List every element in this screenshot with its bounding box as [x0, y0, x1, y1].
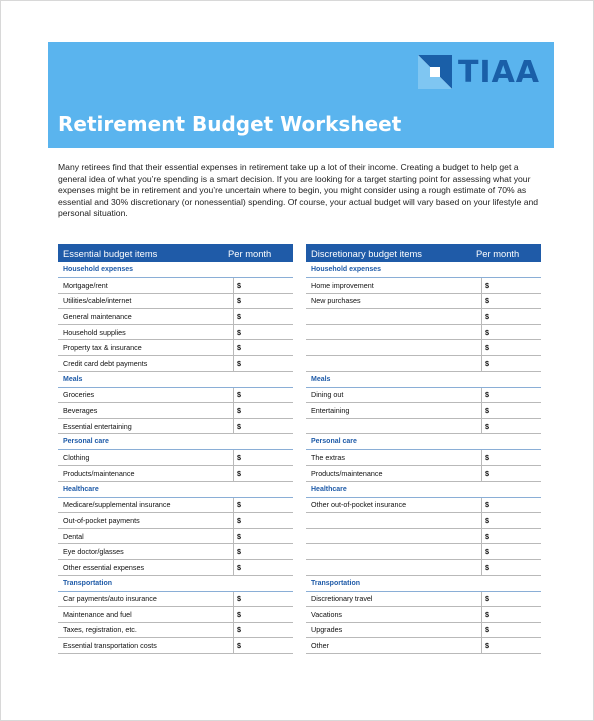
item-label: Upgrades: [306, 623, 482, 638]
amount-field[interactable]: $: [485, 547, 489, 557]
amount-field[interactable]: $: [485, 296, 489, 306]
item-label: [306, 560, 482, 575]
header-band: [48, 42, 554, 148]
table-row: [58, 544, 293, 560]
table-row: [306, 638, 541, 654]
table-row: [306, 498, 541, 514]
table-row: [306, 560, 541, 576]
table-row: [306, 419, 541, 435]
discretionary-budget-table: [306, 244, 541, 654]
item-label: Clothing: [58, 450, 234, 465]
item-label: [306, 309, 482, 324]
table-row: [306, 607, 541, 623]
table-row: [306, 513, 541, 529]
column-header-per-month: Per month: [228, 247, 272, 259]
item-label: [306, 544, 482, 559]
amount-field[interactable]: $: [237, 531, 241, 541]
table-body: [58, 262, 293, 654]
column-header-items: Discretionary budget items: [311, 247, 422, 259]
section-heading: Household expenses: [306, 262, 541, 278]
item-label: [306, 419, 482, 434]
item-label: Products/maintenance: [58, 466, 234, 481]
amount-field[interactable]: $: [485, 358, 489, 368]
amount-field[interactable]: $: [485, 390, 489, 400]
table-row: [58, 466, 293, 482]
table-row: [58, 498, 293, 514]
amount-field[interactable]: $: [237, 296, 241, 306]
amount-field[interactable]: $: [237, 280, 241, 290]
section-heading: Healthcare: [306, 482, 541, 498]
table-row: [306, 529, 541, 545]
amount-field[interactable]: $: [237, 547, 241, 557]
item-label: Eye doctor/glasses: [58, 544, 234, 559]
amount-field[interactable]: $: [237, 594, 241, 604]
section-heading: Personal care: [306, 434, 541, 450]
item-label: [306, 340, 482, 355]
item-label: Beverages: [58, 403, 234, 418]
table-row: [306, 450, 541, 466]
table-row: [58, 388, 293, 404]
amount-field[interactable]: $: [485, 311, 489, 321]
table-row: [306, 278, 541, 294]
column-header-per-month: Per month: [476, 247, 520, 259]
table-row: [306, 466, 541, 482]
item-label: [306, 513, 482, 528]
item-label: Essential transportation costs: [58, 638, 234, 653]
item-label: Credit card debt payments: [58, 356, 234, 371]
amount-field[interactable]: $: [237, 453, 241, 463]
table-row: [58, 294, 293, 310]
table-row: [58, 419, 293, 435]
item-label: Discretionary travel: [306, 592, 482, 607]
amount-field[interactable]: $: [485, 562, 489, 572]
amount-field[interactable]: $: [485, 421, 489, 431]
amount-field[interactable]: $: [485, 625, 489, 635]
table-row: [306, 592, 541, 608]
table-row: [58, 623, 293, 639]
table-body: [306, 262, 541, 654]
table-row: [306, 325, 541, 341]
amount-field[interactable]: $: [237, 625, 241, 635]
amount-field[interactable]: $: [237, 327, 241, 337]
column-header-items: Essential budget items: [63, 247, 158, 259]
table-row: [306, 294, 541, 310]
item-label: New purchases: [306, 294, 482, 309]
amount-field[interactable]: $: [485, 405, 489, 415]
table-row: [58, 607, 293, 623]
table-row: [58, 340, 293, 356]
amount-field[interactable]: $: [485, 343, 489, 353]
section-heading: Household expenses: [58, 262, 293, 278]
item-label: Mortgage/rent: [58, 278, 234, 293]
section-heading: Transportation: [58, 576, 293, 592]
table-row: [58, 278, 293, 294]
tiaa-logo-icon: [416, 53, 454, 91]
table-row: [58, 450, 293, 466]
item-label: Other out-of-pocket insurance: [306, 498, 482, 513]
item-label: Other essential expenses: [58, 560, 234, 575]
item-label: Home improvement: [306, 278, 482, 293]
amount-field[interactable]: $: [485, 468, 489, 478]
item-label: Dining out: [306, 388, 482, 403]
section-heading: Transportation: [306, 576, 541, 592]
item-label: [306, 356, 482, 371]
table-row: [58, 638, 293, 654]
item-label: Entertaining: [306, 403, 482, 418]
amount-field[interactable]: $: [485, 641, 489, 651]
item-label: Other: [306, 638, 482, 653]
item-label: Essential entertaining: [58, 419, 234, 434]
amount-field[interactable]: $: [485, 515, 489, 525]
amount-field[interactable]: $: [485, 594, 489, 604]
item-label: Medicare/supplemental insurance: [58, 498, 234, 513]
table-row: [306, 309, 541, 325]
table-row: [306, 544, 541, 560]
item-label: [306, 529, 482, 544]
item-label: The extras: [306, 450, 482, 465]
amount-field[interactable]: $: [237, 343, 241, 353]
table-row: [306, 388, 541, 404]
table-row: [58, 356, 293, 372]
table-row: [306, 340, 541, 356]
amount-field[interactable]: $: [485, 531, 489, 541]
amount-field[interactable]: $: [485, 500, 489, 510]
amount-field[interactable]: $: [237, 311, 241, 321]
item-label: Groceries: [58, 388, 234, 403]
item-label: Out-of-pocket payments: [58, 513, 234, 528]
amount-field[interactable]: $: [237, 515, 241, 525]
item-label: Car payments/auto insurance: [58, 592, 234, 607]
amount-field[interactable]: $: [237, 641, 241, 651]
amount-field[interactable]: $: [485, 453, 489, 463]
tiaa-logo: [416, 52, 540, 92]
amount-field[interactable]: $: [237, 500, 241, 510]
section-heading: Meals: [306, 372, 541, 388]
item-label: Household supplies: [58, 325, 234, 340]
amount-field[interactable]: $: [237, 562, 241, 572]
item-label: Property tax & insurance: [58, 340, 234, 355]
amount-field[interactable]: $: [237, 609, 241, 619]
table-row: [58, 309, 293, 325]
table-row: [58, 592, 293, 608]
section-heading: Healthcare: [58, 482, 293, 498]
amount-field[interactable]: $: [485, 280, 489, 290]
amount-field[interactable]: $: [237, 468, 241, 478]
amount-field[interactable]: $: [485, 327, 489, 337]
item-label: Maintenance and fuel: [58, 607, 234, 622]
table-row: [306, 623, 541, 639]
table-row: [58, 325, 293, 341]
item-label: General maintenance: [58, 309, 234, 324]
logo-text: TIAA: [457, 54, 540, 90]
table-header: [306, 244, 541, 262]
section-heading: Personal care: [58, 434, 293, 450]
amount-field[interactable]: $: [485, 609, 489, 619]
item-label: Dental: [58, 529, 234, 544]
intro-paragraph: Many retirees find that their essential expenses in retirement take up a lot of their income. Creating a budget to help get a general idea of what you’re spending is a smart decision. If you are looking for a target starting point for assessing what your expenses might be in retirement and you’re uncertain where to begin, you might consider using a rough estimate of 70% as essential and 30% discretionary (or nonessential) spending. Of course, your actual budget will vary based on your lifestyle and personal situation.: [58, 162, 539, 219]
amount-field[interactable]: $: [237, 390, 241, 400]
item-label: Products/maintenance: [306, 466, 482, 481]
table-row: [58, 403, 293, 419]
table-row: [58, 560, 293, 576]
item-label: Taxes, registration, etc.: [58, 623, 234, 638]
amount-field[interactable]: $: [237, 421, 241, 431]
essential-budget-table: [58, 244, 293, 654]
page-title: Retirement Budget Worksheet: [58, 112, 402, 136]
table-row: [58, 513, 293, 529]
table-header: [58, 244, 293, 262]
item-label: Vacations: [306, 607, 482, 622]
table-row: [306, 403, 541, 419]
table-row: [306, 356, 541, 372]
table-row: [58, 529, 293, 545]
item-label: Utilities/cable/internet: [58, 294, 234, 309]
section-heading: Meals: [58, 372, 293, 388]
amount-field[interactable]: $: [237, 405, 241, 415]
amount-field[interactable]: $: [237, 358, 241, 368]
item-label: [306, 325, 482, 340]
